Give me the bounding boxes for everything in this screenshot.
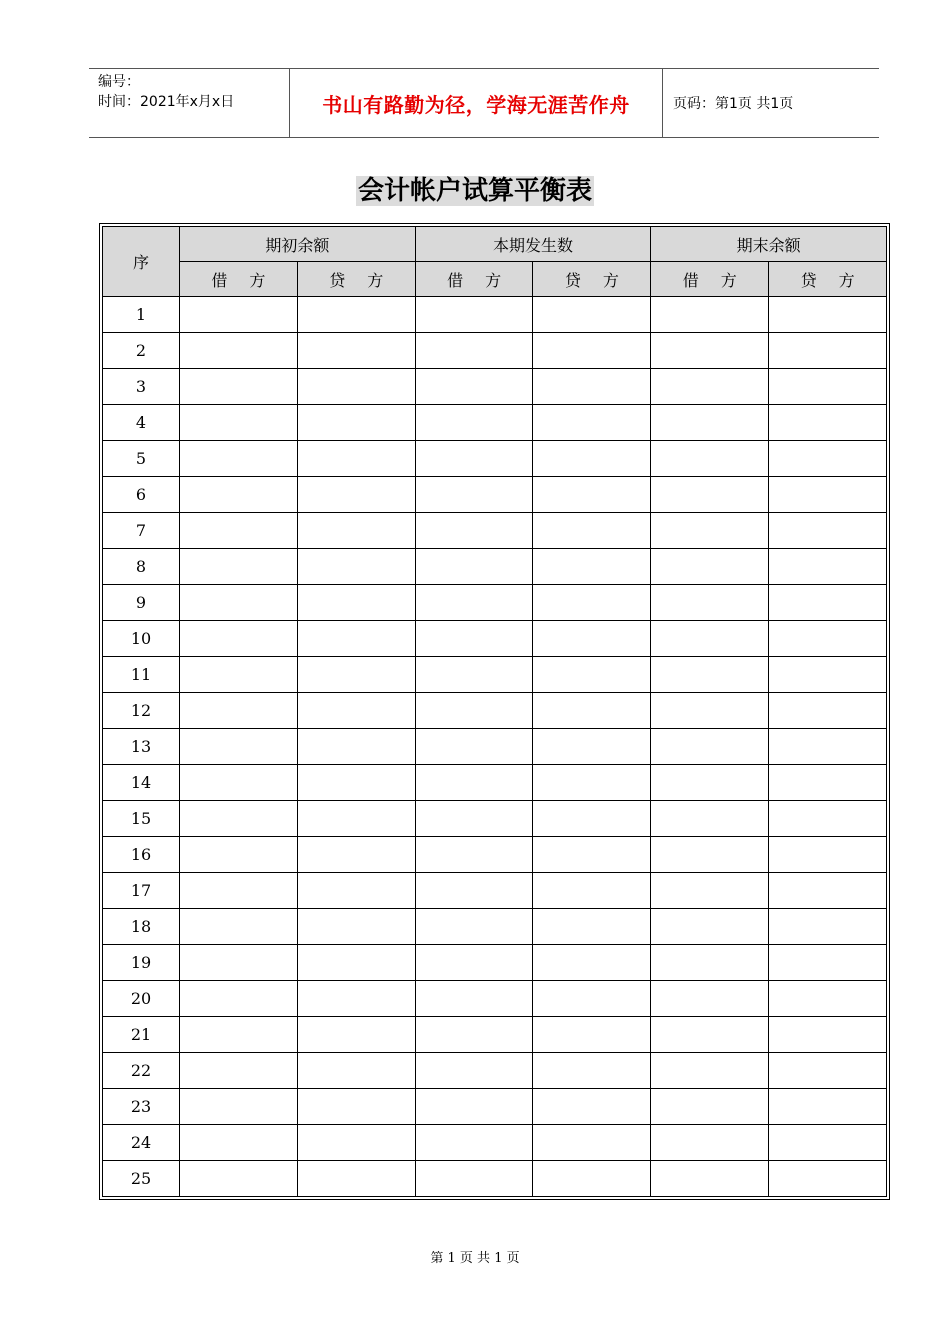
amount-cell[interactable] bbox=[533, 981, 651, 1017]
page-title: 会计帐户试算平衡表 bbox=[357, 176, 592, 206]
amount-cell[interactable] bbox=[297, 981, 415, 1017]
amount-cell[interactable] bbox=[297, 405, 415, 441]
amount-cell[interactable] bbox=[651, 369, 769, 405]
amount-cell[interactable] bbox=[297, 765, 415, 801]
amount-cell[interactable] bbox=[180, 837, 298, 873]
table-row bbox=[103, 765, 887, 801]
header-slogan: 书山有路勤为径，学海无涯苦作舟 bbox=[290, 69, 663, 137]
amount-cell[interactable] bbox=[297, 333, 415, 369]
amount-cell[interactable] bbox=[415, 297, 533, 333]
table-row bbox=[103, 549, 887, 585]
amount-cell[interactable] bbox=[180, 477, 298, 513]
amount-cell[interactable] bbox=[415, 873, 533, 909]
table-row bbox=[103, 297, 887, 333]
amount-cell[interactable] bbox=[415, 549, 533, 585]
table-row bbox=[103, 441, 887, 477]
amount-cell[interactable] bbox=[415, 477, 533, 513]
table-row bbox=[103, 1125, 887, 1161]
amount-cell[interactable] bbox=[533, 333, 651, 369]
amount-cell[interactable] bbox=[297, 837, 415, 873]
amount-cell[interactable] bbox=[769, 873, 887, 909]
amount-cell[interactable] bbox=[180, 981, 298, 1017]
table-row bbox=[103, 1089, 887, 1125]
amount-cell[interactable] bbox=[415, 369, 533, 405]
row-number: 17 bbox=[103, 873, 180, 909]
amount-cell[interactable] bbox=[180, 765, 298, 801]
amount-cell[interactable] bbox=[180, 945, 298, 981]
debit-header: 借方 bbox=[180, 262, 298, 297]
amount-cell[interactable] bbox=[769, 477, 887, 513]
amount-cell[interactable] bbox=[180, 333, 298, 369]
amount-cell[interactable] bbox=[651, 621, 769, 657]
amount-cell[interactable] bbox=[297, 945, 415, 981]
amount-cell[interactable] bbox=[769, 945, 887, 981]
table-row bbox=[103, 909, 887, 945]
row-number: 14 bbox=[103, 765, 180, 801]
header-info-cell bbox=[89, 69, 290, 137]
page-indicator: 页码：第1页 共1页 bbox=[673, 96, 794, 112]
table-row bbox=[103, 585, 887, 621]
amount-cell[interactable] bbox=[769, 909, 887, 945]
amount-cell[interactable] bbox=[533, 405, 651, 441]
amount-cell[interactable] bbox=[769, 621, 887, 657]
credit-header: 贷方 bbox=[769, 262, 887, 297]
amount-cell[interactable] bbox=[415, 621, 533, 657]
amount-cell[interactable] bbox=[297, 873, 415, 909]
table-row bbox=[103, 621, 887, 657]
amount-cell[interactable] bbox=[769, 657, 887, 693]
amount-cell[interactable] bbox=[180, 873, 298, 909]
amount-cell[interactable] bbox=[769, 1017, 887, 1053]
table-sub-header-row bbox=[103, 262, 887, 297]
row-number: 12 bbox=[103, 693, 180, 729]
document-header bbox=[89, 68, 879, 138]
amount-cell[interactable] bbox=[415, 405, 533, 441]
row-number: 22 bbox=[103, 1053, 180, 1089]
amount-cell[interactable] bbox=[533, 1089, 651, 1125]
row-number: 10 bbox=[103, 621, 180, 657]
amount-cell[interactable] bbox=[415, 765, 533, 801]
amount-cell[interactable] bbox=[533, 765, 651, 801]
amount-cell[interactable] bbox=[297, 1017, 415, 1053]
amount-cell[interactable] bbox=[769, 549, 887, 585]
amount-cell[interactable] bbox=[180, 909, 298, 945]
amount-cell[interactable] bbox=[297, 441, 415, 477]
group-header-closing: 期末余额 bbox=[651, 227, 887, 262]
amount-cell[interactable] bbox=[533, 477, 651, 513]
amount-cell[interactable] bbox=[415, 1053, 533, 1089]
amount-cell[interactable] bbox=[180, 549, 298, 585]
amount-cell[interactable] bbox=[415, 657, 533, 693]
amount-cell[interactable] bbox=[180, 513, 298, 549]
amount-cell[interactable] bbox=[297, 1161, 415, 1197]
amount-cell[interactable] bbox=[415, 1017, 533, 1053]
amount-cell[interactable] bbox=[180, 441, 298, 477]
amount-cell[interactable] bbox=[415, 1125, 533, 1161]
amount-cell[interactable] bbox=[533, 729, 651, 765]
row-number: 1 bbox=[103, 297, 180, 333]
amount-cell[interactable] bbox=[651, 693, 769, 729]
amount-cell[interactable] bbox=[769, 333, 887, 369]
amount-cell[interactable] bbox=[180, 657, 298, 693]
amount-cell[interactable] bbox=[651, 297, 769, 333]
amount-cell[interactable] bbox=[297, 909, 415, 945]
amount-cell[interactable] bbox=[297, 549, 415, 585]
amount-cell[interactable] bbox=[651, 945, 769, 981]
row-number: 5 bbox=[103, 441, 180, 477]
amount-cell[interactable] bbox=[415, 909, 533, 945]
amount-cell[interactable] bbox=[180, 1161, 298, 1197]
row-number: 18 bbox=[103, 909, 180, 945]
row-number: 13 bbox=[103, 729, 180, 765]
amount-cell[interactable] bbox=[415, 837, 533, 873]
amount-cell[interactable] bbox=[769, 513, 887, 549]
table-row bbox=[103, 657, 887, 693]
amount-cell[interactable] bbox=[651, 477, 769, 513]
table-row bbox=[103, 981, 887, 1017]
amount-cell[interactable] bbox=[180, 801, 298, 837]
amount-cell[interactable] bbox=[180, 1125, 298, 1161]
amount-cell[interactable] bbox=[769, 1125, 887, 1161]
row-number: 2 bbox=[103, 333, 180, 369]
amount-cell[interactable] bbox=[769, 1053, 887, 1089]
amount-cell[interactable] bbox=[533, 945, 651, 981]
amount-cell[interactable] bbox=[651, 1017, 769, 1053]
row-number: 11 bbox=[103, 657, 180, 693]
amount-cell[interactable] bbox=[651, 837, 769, 873]
amount-cell[interactable] bbox=[533, 585, 651, 621]
amount-cell[interactable] bbox=[297, 513, 415, 549]
row-number: 24 bbox=[103, 1125, 180, 1161]
row-number: 21 bbox=[103, 1017, 180, 1053]
table-row bbox=[103, 1161, 887, 1197]
row-number: 9 bbox=[103, 585, 180, 621]
trial-balance-table-frame bbox=[99, 223, 890, 1200]
number-label: 编号： bbox=[98, 74, 140, 90]
amount-cell[interactable] bbox=[180, 1017, 298, 1053]
amount-cell[interactable] bbox=[533, 513, 651, 549]
amount-cell[interactable] bbox=[533, 621, 651, 657]
credit-header: 贷方 bbox=[533, 262, 651, 297]
amount-cell[interactable] bbox=[297, 477, 415, 513]
amount-cell[interactable] bbox=[180, 1089, 298, 1125]
table-row bbox=[103, 333, 887, 369]
amount-cell[interactable] bbox=[297, 657, 415, 693]
table-row bbox=[103, 369, 887, 405]
amount-cell[interactable] bbox=[533, 873, 651, 909]
amount-cell[interactable] bbox=[651, 333, 769, 369]
amount-cell[interactable] bbox=[769, 405, 887, 441]
row-number: 4 bbox=[103, 405, 180, 441]
row-number: 8 bbox=[103, 549, 180, 585]
credit-header: 贷方 bbox=[297, 262, 415, 297]
amount-cell[interactable] bbox=[297, 801, 415, 837]
amount-cell[interactable] bbox=[533, 909, 651, 945]
row-number: 25 bbox=[103, 1161, 180, 1197]
row-number: 19 bbox=[103, 945, 180, 981]
amount-cell[interactable] bbox=[297, 729, 415, 765]
amount-cell[interactable] bbox=[533, 1161, 651, 1197]
amount-cell[interactable] bbox=[297, 621, 415, 657]
amount-cell[interactable] bbox=[297, 1125, 415, 1161]
table-row bbox=[103, 1053, 887, 1089]
amount-cell[interactable] bbox=[533, 801, 651, 837]
amount-cell[interactable] bbox=[769, 837, 887, 873]
amount-cell[interactable] bbox=[651, 585, 769, 621]
amount-cell[interactable] bbox=[769, 729, 887, 765]
amount-cell[interactable] bbox=[769, 369, 887, 405]
amount-cell[interactable] bbox=[180, 693, 298, 729]
amount-cell[interactable] bbox=[415, 693, 533, 729]
amount-cell[interactable] bbox=[297, 1053, 415, 1089]
amount-cell[interactable] bbox=[415, 945, 533, 981]
amount-cell[interactable] bbox=[533, 657, 651, 693]
table-row bbox=[103, 729, 887, 765]
amount-cell[interactable] bbox=[415, 1161, 533, 1197]
row-number: 6 bbox=[103, 477, 180, 513]
amount-cell[interactable] bbox=[651, 657, 769, 693]
amount-cell[interactable] bbox=[415, 585, 533, 621]
table-row bbox=[103, 801, 887, 837]
seq-header: 序 bbox=[103, 227, 180, 297]
page-title-wrap bbox=[0, 170, 950, 207]
amount-cell[interactable] bbox=[415, 441, 533, 477]
amount-cell[interactable] bbox=[769, 1089, 887, 1125]
table-body bbox=[103, 297, 887, 1197]
amount-cell[interactable] bbox=[651, 801, 769, 837]
group-header-opening: 期初余额 bbox=[180, 227, 416, 262]
debit-header: 借方 bbox=[651, 262, 769, 297]
table-row bbox=[103, 477, 887, 513]
amount-cell[interactable] bbox=[180, 1053, 298, 1089]
time-label: 时间：2021年x月x日 bbox=[98, 94, 235, 110]
amount-cell[interactable] bbox=[297, 297, 415, 333]
amount-cell[interactable] bbox=[651, 1053, 769, 1089]
debit-header: 借方 bbox=[415, 262, 533, 297]
amount-cell[interactable] bbox=[415, 1089, 533, 1125]
amount-cell[interactable] bbox=[769, 1161, 887, 1197]
amount-cell[interactable] bbox=[180, 369, 298, 405]
amount-cell[interactable] bbox=[651, 513, 769, 549]
table-group-header-row bbox=[103, 227, 887, 262]
table-row bbox=[103, 405, 887, 441]
table-row bbox=[103, 873, 887, 909]
row-number: 15 bbox=[103, 801, 180, 837]
amount-cell[interactable] bbox=[533, 441, 651, 477]
amount-cell[interactable] bbox=[415, 981, 533, 1017]
amount-cell[interactable] bbox=[651, 405, 769, 441]
table-row bbox=[103, 837, 887, 873]
amount-cell[interactable] bbox=[533, 693, 651, 729]
amount-cell[interactable] bbox=[297, 1089, 415, 1125]
amount-cell[interactable] bbox=[769, 981, 887, 1017]
amount-cell[interactable] bbox=[769, 297, 887, 333]
amount-cell[interactable] bbox=[651, 765, 769, 801]
amount-cell[interactable] bbox=[180, 405, 298, 441]
amount-cell[interactable] bbox=[769, 765, 887, 801]
amount-cell[interactable] bbox=[297, 693, 415, 729]
amount-cell[interactable] bbox=[533, 369, 651, 405]
amount-cell[interactable] bbox=[180, 621, 298, 657]
amount-cell[interactable] bbox=[415, 333, 533, 369]
trial-balance-table bbox=[102, 226, 887, 1197]
amount-cell[interactable] bbox=[297, 369, 415, 405]
amount-cell[interactable] bbox=[651, 549, 769, 585]
amount-cell[interactable] bbox=[651, 873, 769, 909]
amount-cell[interactable] bbox=[297, 585, 415, 621]
amount-cell[interactable] bbox=[651, 981, 769, 1017]
amount-cell[interactable] bbox=[415, 729, 533, 765]
row-number: 3 bbox=[103, 369, 180, 405]
amount-cell[interactable] bbox=[651, 441, 769, 477]
amount-cell[interactable] bbox=[769, 801, 887, 837]
amount-cell[interactable] bbox=[533, 1125, 651, 1161]
amount-cell[interactable] bbox=[651, 1089, 769, 1125]
row-number: 20 bbox=[103, 981, 180, 1017]
amount-cell[interactable] bbox=[415, 513, 533, 549]
amount-cell[interactable] bbox=[533, 549, 651, 585]
table-row bbox=[103, 945, 887, 981]
group-header-current: 本期发生数 bbox=[415, 227, 651, 262]
amount-cell[interactable] bbox=[651, 909, 769, 945]
amount-cell[interactable] bbox=[415, 801, 533, 837]
amount-cell[interactable] bbox=[533, 1017, 651, 1053]
amount-cell[interactable] bbox=[651, 1161, 769, 1197]
amount-cell[interactable] bbox=[180, 297, 298, 333]
amount-cell[interactable] bbox=[651, 729, 769, 765]
amount-cell[interactable] bbox=[533, 1053, 651, 1089]
amount-cell[interactable] bbox=[180, 585, 298, 621]
page-footer: 第 1 页 共 1 页 bbox=[430, 1251, 520, 1266]
table-row bbox=[103, 513, 887, 549]
amount-cell[interactable] bbox=[769, 585, 887, 621]
amount-cell[interactable] bbox=[533, 837, 651, 873]
amount-cell[interactable] bbox=[533, 297, 651, 333]
row-number: 7 bbox=[103, 513, 180, 549]
table-row bbox=[103, 1017, 887, 1053]
row-number: 16 bbox=[103, 837, 180, 873]
row-number: 23 bbox=[103, 1089, 180, 1125]
amount-cell[interactable] bbox=[180, 729, 298, 765]
amount-cell[interactable] bbox=[769, 693, 887, 729]
amount-cell[interactable] bbox=[769, 441, 887, 477]
table-row bbox=[103, 693, 887, 729]
amount-cell[interactable] bbox=[651, 1125, 769, 1161]
